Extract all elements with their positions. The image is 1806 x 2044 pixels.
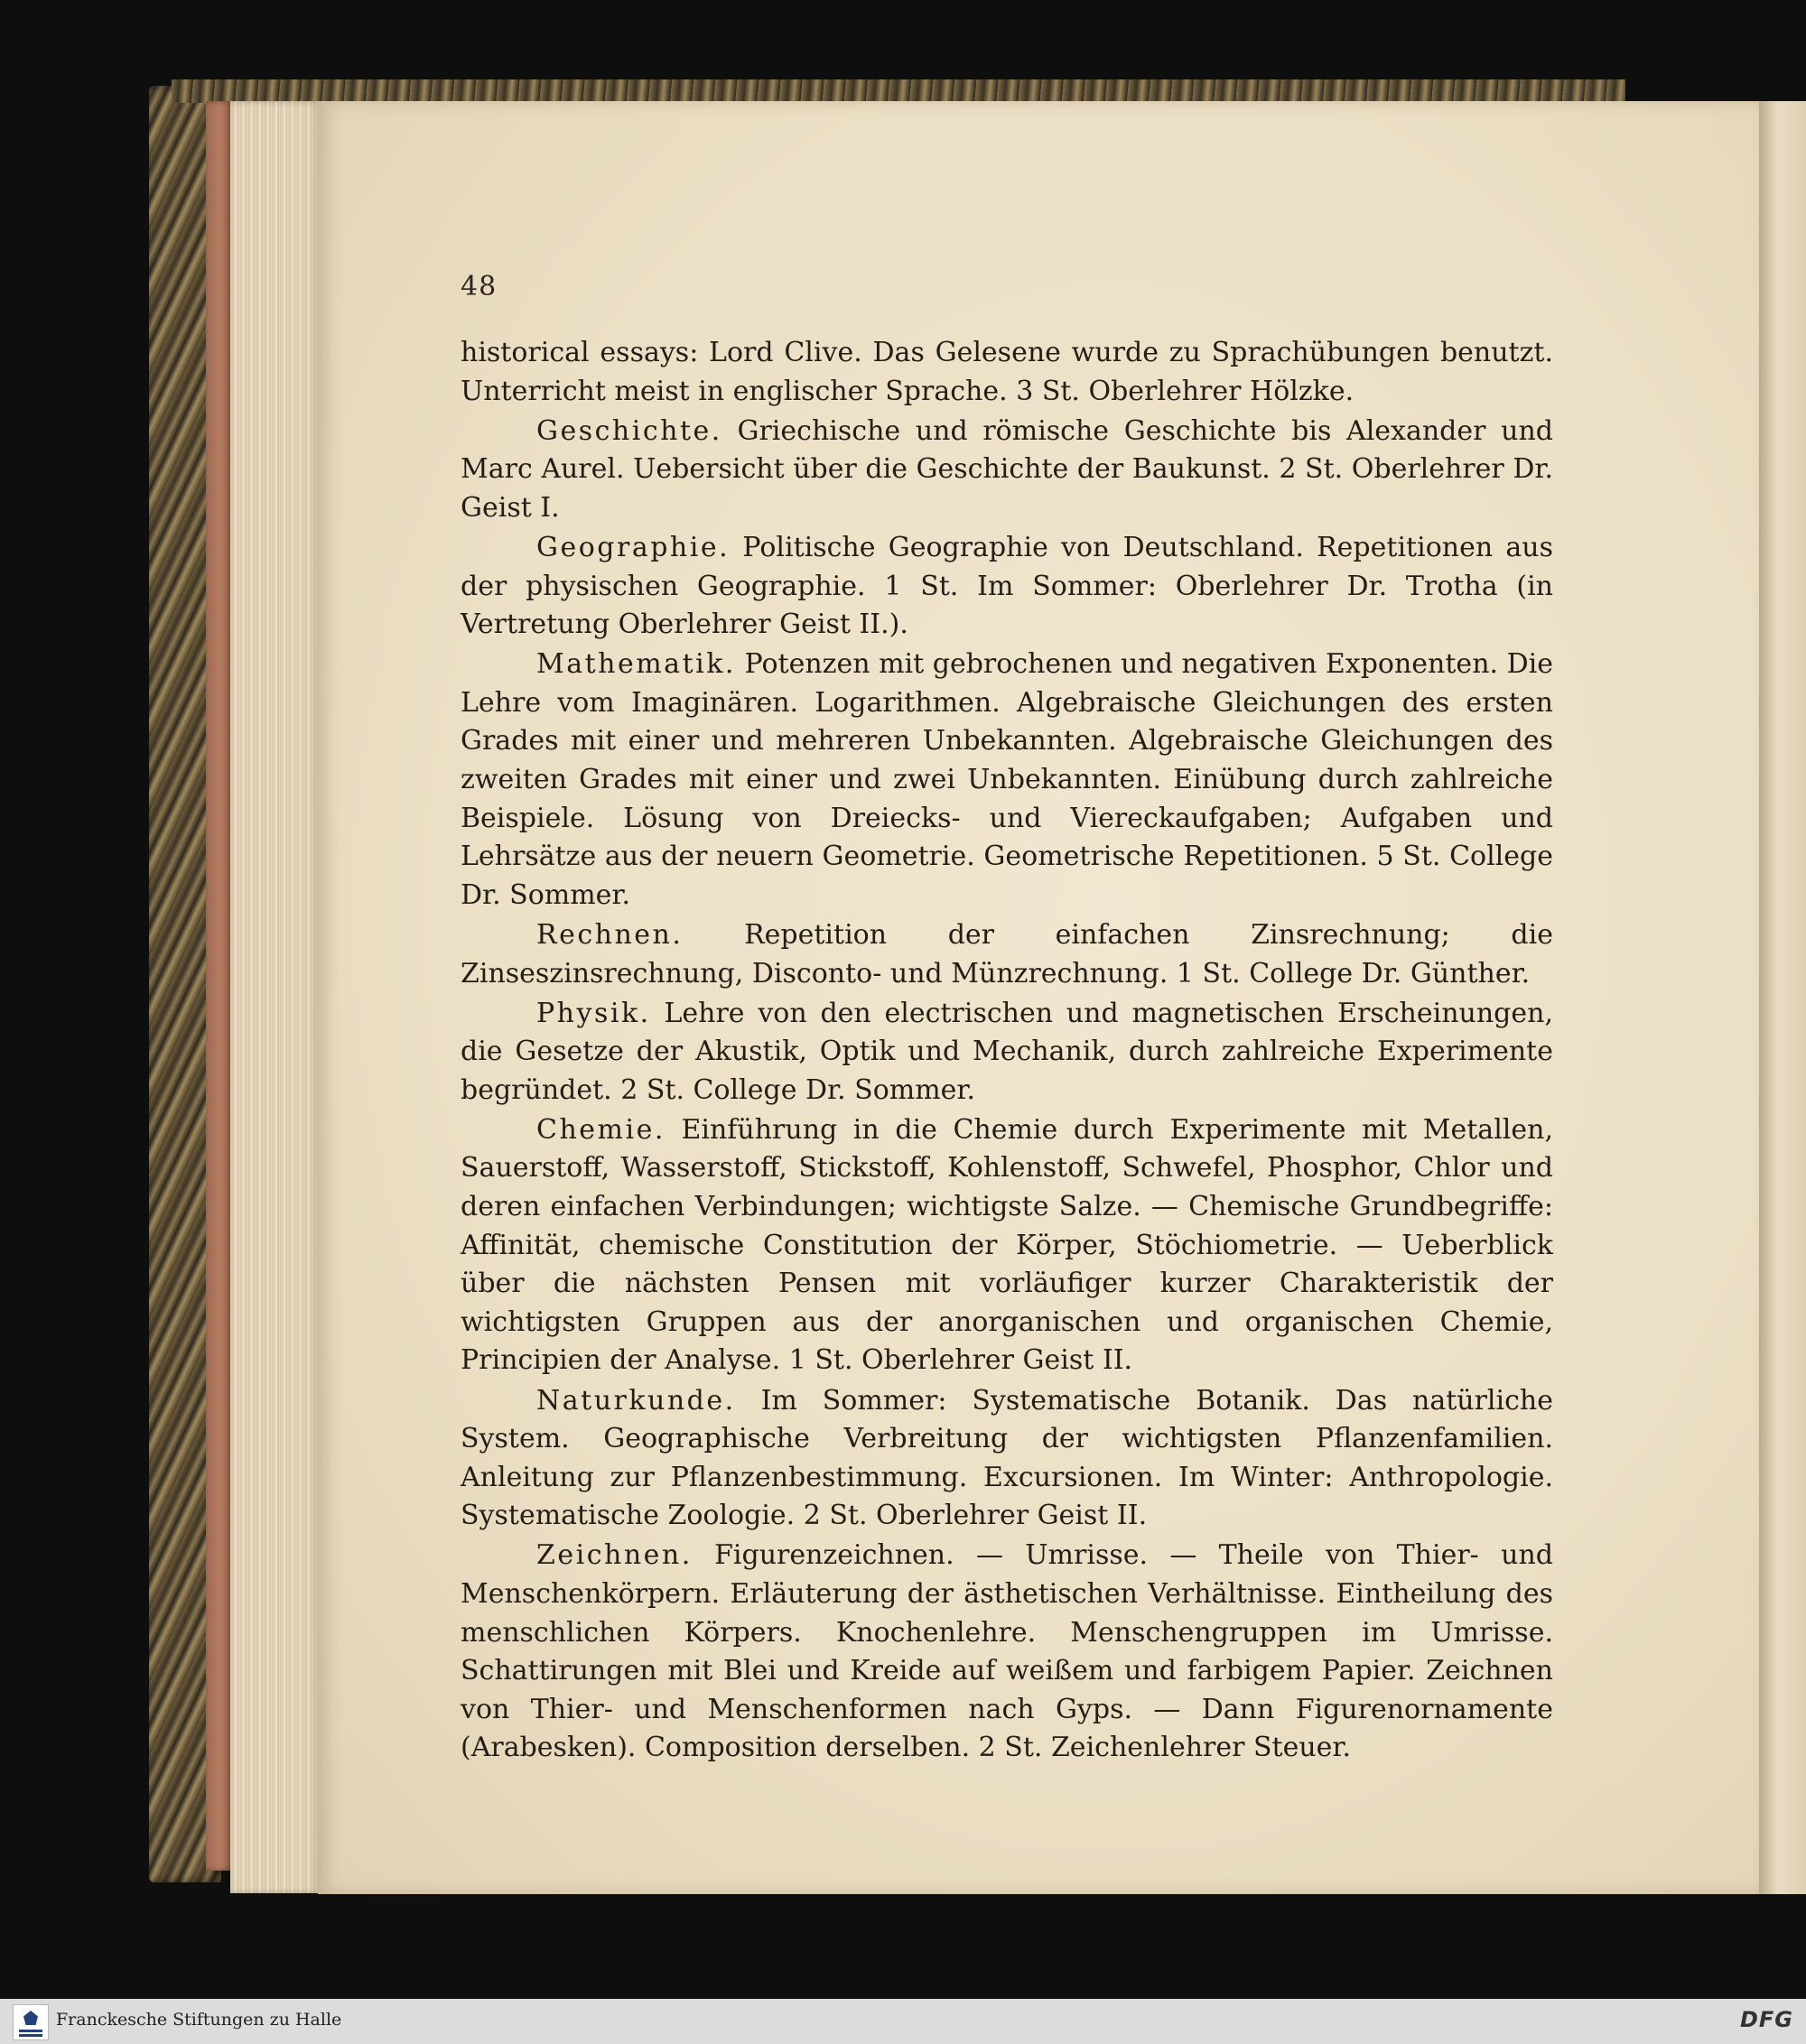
paragraph-text: Repetition der einfachen Zinsrechnung; die Zinseszinsrechnung, Disconto- und Münzrechnung. 1 St. College Dr. Günther. [461,918,1553,989]
subject-heading: Geschichte. [536,414,722,447]
subject-heading: Rechnen. [536,918,684,951]
paragraph-rechnen [461,916,1553,993]
paragraph-english [461,334,1553,411]
paragraph-naturkunde [461,1382,1553,1536]
paragraph-text: Im Sommer: Systematische Botanik. Das natürliche System. Geographische Verbreitung der wichtigsten Pflanzenfamilien. Anleitung zur Pflanzenbestimmung. Excursionen. Im Winter: Anthropologie. Systematische Zoologie. 2 St. Oberlehrer Geist II. [461,1384,1553,1532]
marbled-cover-top-edge [172,79,1625,103]
paragraph-text: Lehre von den electrischen und magnetischen Erscheinungen, die Gesetze der Akustik, Optik und Mechanik, durch zahlreiche Experimente begründet. 2 St. College Dr. Sommer. [461,997,1553,1106]
paragraph-text: Figurenzeichnen. — Umrisse. — Theile von Thier- und Menschenkörpern. Erläuterung der ästhetischen Verhältnisse. Eintheilung des menschlichen Körpers. Knochenlehre. Menschengruppen im Umrisse. Schattirungen mit Blei und Kreide auf weißem und farbigem Papier. Zeichnen von Thier- und Menschenformen nach Gyps. — Dann Figurenornamente (Arabesken). Composition derselben. 2 St. Zeichenlehrer Steuer. [461,1539,1553,1764]
subject-heading: Geographie. [536,531,731,563]
page-text-body [461,334,1553,1768]
subject-heading: Mathematik. [536,648,736,681]
subject-heading: Chemie. [536,1113,666,1146]
paragraph-text: Einführung in die Chemie durch Experimente mit Metallen, Sauerstoff, Wasserstoff, Stickstoff, Kohlenstoff, Schwefel, Phosphor, Chlor und deren einfachen Verbindungen; wichtigste Salze. — Chemische Grundbegriffe: Affinität, chemische Constitution der Körper, Stöchiometrie. — Ueberblick über die nächsten Pensen mit vorläufiger kurzer Charakteristik der wichtigsten Gruppen aus der anorganischen und organischen Chemie, Principien der Analyse. 1 St. Oberlehrer Geist II. [461,1113,1553,1377]
viewer-footer-bar [0,1999,1806,2044]
paragraph-text: Griechische und römische Geschichte bis Alexander und Marc Aurel. Uebersicht über die Geschichte der Baukunst. 2 St. Oberlehrer Dr. Geist I. [461,414,1553,524]
book-spine-edge [206,101,233,1871]
facing-page-edge [1759,101,1806,1894]
institution-name[interactable]: Franckesche Stiftungen zu Halle [56,2010,342,2030]
paragraph-zeichnen [461,1537,1553,1768]
subject-heading: Naturkunde. [536,1384,736,1417]
paragraph-geschichte [461,413,1553,528]
paragraph-geographie [461,529,1553,645]
page-stack-edges [230,101,321,1893]
paragraph-mathematik [461,646,1553,915]
subject-heading: Physik. [536,997,651,1029]
paragraph-physik [461,995,1553,1110]
paragraph-text: Potenzen mit gebrochenen und negativen Exponenten. Die Lehre vom Imaginären. Logarithmen. Algebraische Gleichungen des ersten Grades mit einer und mehreren Unbekannten. Algebraische Gleichungen des zweiten Grades mit einer und zwei Unbekannten. Einübung durch zahlreiche Beispiele. Lösung von Dreiecks- und Viereckaufgaben; Aufgaben und Lehrsätze aus der neuern Geometrie. Geometrische Repetitionen. 5 St. College Dr. Sommer. [461,648,1553,911]
paragraph-text: Politische Geographie von Deutschland. Repetitionen aus der physischen Geographie. 1 St. Im Sommer: Oberlehrer Dr. Trotha (in Vertretung Oberlehrer Geist II.). [461,531,1553,641]
page-number: 48 [461,271,498,302]
subject-heading: Zeichnen. [536,1539,693,1572]
paragraph-chemie [461,1111,1553,1380]
francke-logo-icon[interactable] [13,2004,49,2040]
paragraph-text: historical essays: Lord Clive. Das Gelesene wurde zu Sprachübungen benutzt. Unterricht meist in englischer Sprache. 3 St. Oberlehrer Hölzke. [461,337,1553,407]
dfg-logo[interactable]: DFG [1739,2007,1793,2032]
